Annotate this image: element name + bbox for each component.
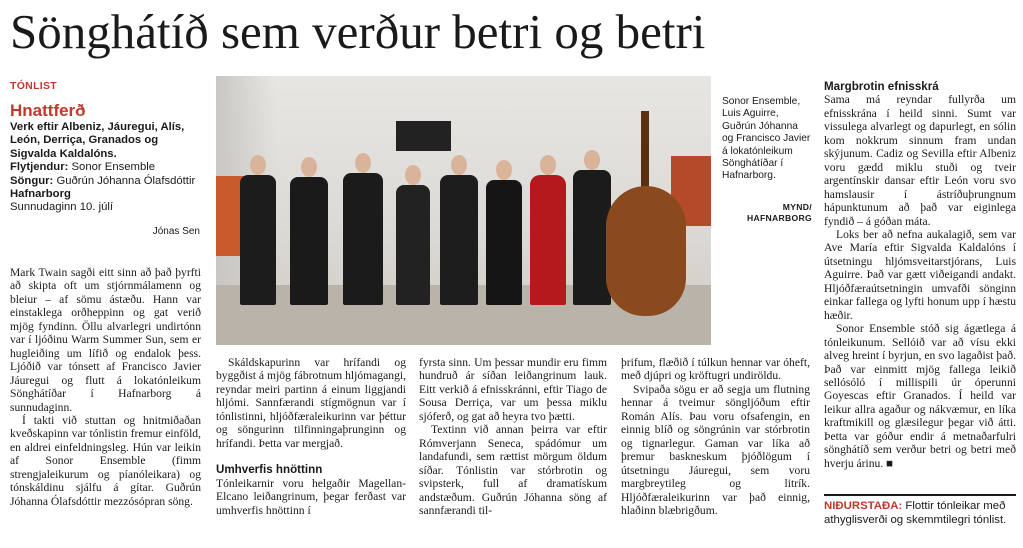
photo-person-head <box>250 155 266 175</box>
review-title: Hnattferð <box>10 101 86 120</box>
photo-person <box>288 157 330 305</box>
paragraph: Í takti við stuttan og hnitmiðaðan kveðskapinn var tónlistin fremur einföld, en aldrei einfeldningsleg. Hún var leikin af Sonor Ensemble (fimm strengjaleikurum og píanóleikara) og tónskáldinu sjálfu á gítar. Guðrún Jóhanna Ólafsdóttir mezzósópran söng. <box>10 413 201 508</box>
verdict-label: NIÐURSTAÐA: <box>824 500 903 512</box>
photo-person-body <box>440 175 478 305</box>
photo-person <box>438 155 480 305</box>
singing-label: Söngur: <box>10 174 54 187</box>
concert-info <box>10 80 200 238</box>
verdict-box <box>824 494 1016 527</box>
article-column-2 <box>216 356 406 517</box>
article-column-3 <box>419 356 607 517</box>
photo-double-bass <box>606 186 686 316</box>
section-label: TÓNLIST <box>10 80 58 92</box>
works-line <box>10 121 200 161</box>
photo-person <box>528 155 568 305</box>
venue-line <box>10 188 200 201</box>
photo-person-head <box>451 155 467 175</box>
article-column-1 <box>10 266 201 508</box>
photo-person-head <box>405 165 421 185</box>
photo-person-head <box>540 155 556 175</box>
concert-photo <box>216 76 711 345</box>
paragraph: fyrsta sinn. Um þessar mundir eru fimm hundruð ár síðan leiðangrinum lauk. Eitt verkið á efnisskránni, eftir Tiago de Sousa Derriça, var um þessa miklu sjóferð, og gat að heyra tvo þætti. <box>419 356 607 423</box>
photo-person-body <box>343 173 383 305</box>
photo-person <box>341 153 385 305</box>
photo-person-body <box>396 185 430 305</box>
photo-person <box>484 160 524 305</box>
verdict-text: Flottir tónleikar með athyglisverði og skemmtilegri tónlist. <box>824 500 1007 526</box>
photo-person-head <box>301 157 317 177</box>
performers-value: Sonor Ensemble <box>71 161 156 174</box>
photo-person-head <box>355 153 371 173</box>
singing-value: Guðrún Jóhanna Ólafsdóttir <box>56 174 196 187</box>
works-text: Verk eftir Albeniz, Jáuregui, Alís, León, Derriça, Granados og Sigvalda Kaldalóns. <box>10 121 185 160</box>
article-column-5 <box>824 80 1016 470</box>
paragraph: Skáldskapurinn var hrífandi og byggðist á mjög fábrotnum hljómagangi, reyndar meiri partinn á einum liggjandi hljómi. Sannfærandi stígmögnun var í tónlistinni, hljóðfæraleikurinn var þéttur og söngurinn tilfinningaþrunginn og hrífandi. Þetta var mergjað. <box>216 356 406 450</box>
singing-line <box>10 175 200 188</box>
date-line: Sunnudaginn 10. júlí <box>10 201 114 214</box>
paragraph: Loks ber að nefna aukalagið, sem var Ave María eftir Sigvalda Kaldalóns í útsetningu hljómsveitarstjórans, Luis Aguirre. Það var gætt viðeigandi andakt. Hljóðfæraútsetningin umvafði sönginn einkar fallega og lyfti honum upp í hæstu hæðir. <box>824 227 1016 322</box>
subheading: Margbrotin efnisskrá <box>824 80 939 93</box>
photo-caption: Sonor Ensemble, Luis Aguirre, Guðrún Jóhanna og Francisco Javier á lokatónleikum Sönghátíðar í Hafnarborg. <box>722 96 811 182</box>
paragraph: Tónleikarnir voru helgaðir Magellan-Elcano leiðangrinum, þegar ferðast var umhverfis hnöttinn í <box>216 476 406 517</box>
photo-person-body <box>290 177 328 305</box>
paragraph: Sama má reyndar fullyrða um efnisskrána í heild sinni. Sumt var vissulega alvarlegt og dapurlegt, en sólin kom nokkrum sinnum fram undan skýjunum. Cadiz og Sevilla eftir Albeniz voru gædd miklu stuði og tveir argentínskir dansar eftir León voru svo hamslausir í ástríðuþrungnum hápunktunum að það var eiginlega fyndið – á góðan máta. <box>824 93 1016 228</box>
paragraph: þrifum, flæðið í túlkun hennar var óheft, með djúpri og kröftugri undiröldu. <box>621 356 810 383</box>
photo-person <box>238 155 278 305</box>
subheading: Umhverfis hnöttinn <box>216 463 323 477</box>
photo-person-body <box>486 180 522 305</box>
photo-credit: MYND/ HAFNARBORG <box>746 202 812 223</box>
photo-piano <box>396 121 451 151</box>
paragraph: Svipaða sögu er að segja um flutning hennar á tveimur söngljóðum eftir Román Alís. Þau voru ofsafengin, en einnig blíð og söngrúnin var stórbrotin og tignarlegur. Gaman var líka að þremur baskneskum þjóðlögum í útsetningu Jáuregui, sem voru margbreytileg og litrík. Hljóðfæraleikurinn var það einnig, hlaðinn blæbrigðum. <box>621 382 810 517</box>
photo-person-body <box>240 175 276 305</box>
article-column-4 <box>621 356 810 517</box>
photo-person <box>394 165 432 305</box>
venue: Hafnarborg <box>10 188 71 201</box>
photo-person-head <box>496 160 512 180</box>
headline: Sönghátíð sem verður betri og betri <box>10 4 706 59</box>
paragraph: Textinn við annan þeirra var eftir Rómverjann Seneca, spádómur um landafundi, sem rættist mörgum öldum síðar. Tónlistin var stórbrotin og svipsterk, full af dramatískum andstæðum. Guðrún Jóhanna söng af sannfærandi til- <box>419 423 607 517</box>
photo-person-red-dress <box>530 175 566 305</box>
performers-line <box>10 161 200 174</box>
reviewer-name: Jónas Sen <box>152 225 200 237</box>
paragraph: Sonor Ensemble stóð sig ágætlega á tónleikunum. Sellóið var að vísu ekki alveg hreint í byrjun, en svo lagaðist það. Það var einmitt mjög fallega leikið sellósóló í millispili úr óperunni Goyescas eftir Granados. Í heild var leikur allra agaður og nákvæmur, en líka kraftmikill og glæsilegur þegar við átti. Þetta var góður endir á metnaðarfulri sönghátíð sem verður betri og betri með hverju árinu. ■ <box>824 322 1016 470</box>
paragraph: Mark Twain sagði eitt sinn að það þyrfti að skipta oft um stjórnmálamenn og bleiur – af sömu ástæðu. Hann var einstaklega orðheppinn og gat verið mjög fyndinn. Öllu alvarlegri undirtónn var í ljóðinu Warm Summer Sun, sem er hugleiðing um lífið og endalok þess. Ljóðið var tónsett af Francisco Javier Jáuregui og flutt á lokatónleikum Sönghátíðar í Hafnarborg á sunnudaginn. <box>10 266 201 414</box>
photo-person-head <box>584 150 600 170</box>
performers-label: Flytjendur: <box>10 161 69 174</box>
